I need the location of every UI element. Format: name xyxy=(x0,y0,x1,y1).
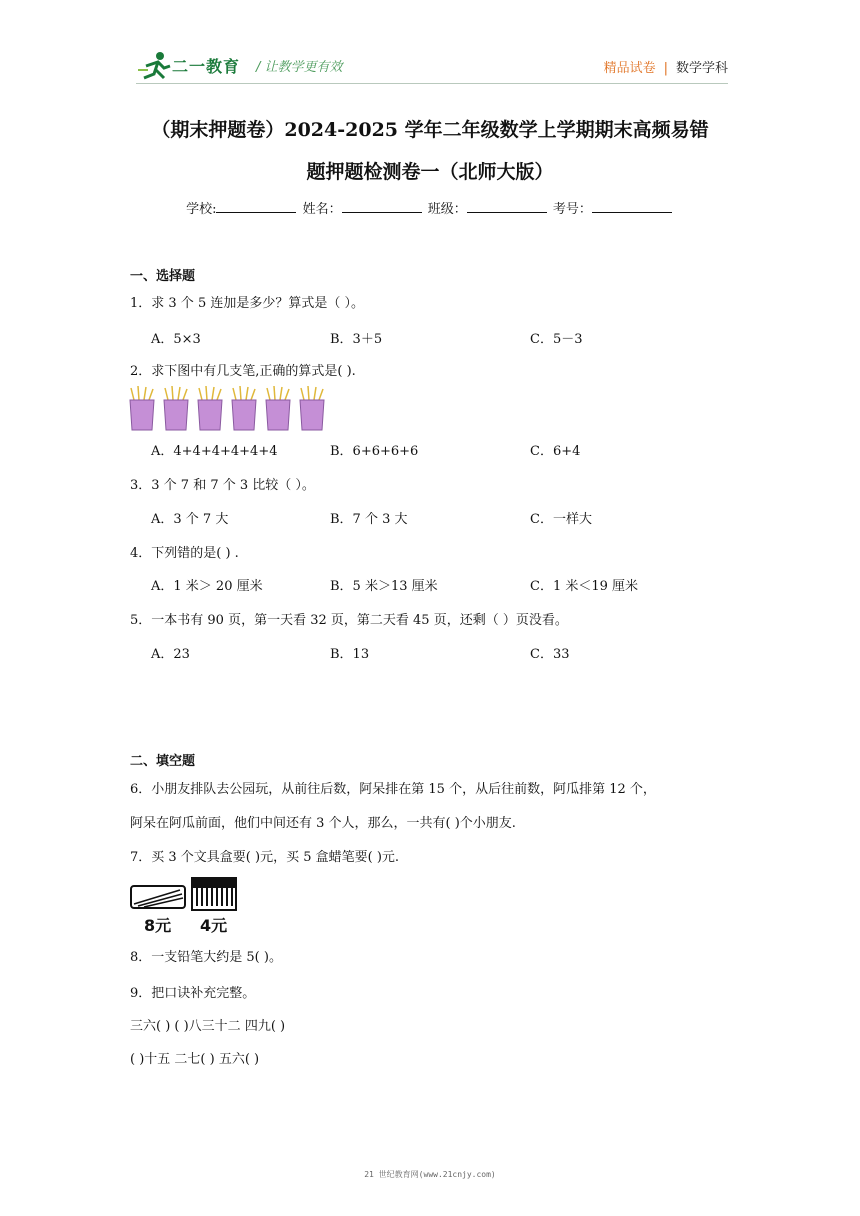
name-blank[interactable] xyxy=(342,200,422,213)
exam-title-line2: 题押题检测卷一（北师大版） xyxy=(306,161,554,183)
q2-option-b: B．6+6+6+6 xyxy=(330,444,419,459)
crayon-price: 4元 xyxy=(200,916,228,935)
question-9: 9．把口诀补充完整。 xyxy=(130,986,256,1001)
logo xyxy=(136,48,256,82)
question-1: 1．求 3 个 5 连加是多少？算式是（ ）。 xyxy=(130,296,364,311)
q4-option-b: B．5 米＞13 厘米 xyxy=(330,579,438,594)
question-5: 5．一本书有 90 页，第一天看 32 页，第二天看 45 页，还剩（ ）页没看。 xyxy=(130,613,568,628)
header-divider xyxy=(136,83,728,84)
q7-figure xyxy=(130,876,240,934)
pen-cup-icon xyxy=(130,386,154,430)
question-6-line1: 6．小朋友排队去公园玩，从前往后数，阿呆排在第 15 个，从后往前数，阿瓜排第 12 个， xyxy=(130,782,656,797)
section-choice-heading: 一、选择题 xyxy=(130,269,196,284)
pen-cup-icon xyxy=(164,386,188,430)
section-fill-heading: 二、填空题 xyxy=(130,754,196,769)
class-blank[interactable] xyxy=(467,200,547,213)
q5-option-b: B．13 xyxy=(330,647,370,662)
pencil-case-price: 8元 xyxy=(144,916,172,935)
pencil-case-icon xyxy=(131,886,185,908)
q4-option-a: A．1 米＞ 20 厘米 xyxy=(151,579,263,594)
question-4: 4．下列错的是( ) . xyxy=(130,546,239,561)
student-info xyxy=(100,198,760,217)
name-label: 姓名： xyxy=(302,202,342,217)
class-label: 班级： xyxy=(427,202,467,217)
tag-separator: | xyxy=(663,61,668,76)
q3-option-a: A．3 个 7 大 xyxy=(151,512,229,527)
question-2: 2．求下图中有几支笔,正确的算式是( ). xyxy=(130,364,356,379)
logo-text: 二一教育 xyxy=(172,57,241,76)
q4-option-c: C．1 米＜19 厘米 xyxy=(530,579,639,594)
pen-cup-icon xyxy=(266,386,290,430)
q5-option-c: C．33 xyxy=(530,647,570,662)
question-7: 7．买 3 个文具盒要( )元，买 5 盒蜡笔要( )元. xyxy=(130,850,400,865)
question-8: 8．一支铅笔大约是 5( )。 xyxy=(130,950,282,965)
q3-option-c: C．一样大 xyxy=(530,512,592,527)
q1-option-b: B．3＋5 xyxy=(330,332,383,347)
q1-option-a: A．5×3 xyxy=(151,332,201,347)
q1-option-c: C．5－3 xyxy=(530,332,583,347)
number-label: 考号： xyxy=(552,202,592,217)
pen-cup-icon xyxy=(300,386,324,430)
question-6-line2: 阿呆在阿瓜前面，他们中间还有 3 个人，那么，一共有( )个小朋友. xyxy=(130,816,516,831)
pen-cups-image xyxy=(128,386,332,432)
header-tags xyxy=(604,57,728,76)
q3-option-b: B．7 个 3 大 xyxy=(330,512,408,527)
page-header xyxy=(136,48,728,82)
page-footer: 21 世纪教育网(www.21cnjy.com) xyxy=(364,1170,496,1179)
premium-tag: 精品试卷 xyxy=(603,61,656,76)
school-label: 学校: xyxy=(186,202,217,217)
q9-row1: 三六( ) ( )八三十二 四九( ) xyxy=(130,1019,286,1034)
subject-tag: 数学学科 xyxy=(675,61,728,76)
pen-cup-icon xyxy=(232,386,256,430)
q5-option-a: A．23 xyxy=(151,647,190,662)
runner-logo-icon xyxy=(136,48,176,82)
exam-title-line1: （期末押题卷）2024-2025 学年二年级数学上学期期末高频易错 xyxy=(151,119,709,141)
crayon-box-icon xyxy=(192,878,236,910)
question-3: 3．3 个 7 和 7 个 3 比较（ ）。 xyxy=(130,478,315,493)
slogan: / 让教学更有效 xyxy=(256,60,343,75)
number-blank[interactable] xyxy=(592,200,672,213)
q2-option-a: A．4+4+4+4+4+4 xyxy=(151,444,278,459)
pencil-case-and-crayons-image xyxy=(130,876,240,912)
q2-option-c: C．6+4 xyxy=(530,444,581,459)
pen-cup-icon xyxy=(198,386,222,430)
q9-row2: ( )十五 二七( ) 五六( ) xyxy=(130,1052,260,1067)
school-blank[interactable] xyxy=(216,200,296,213)
